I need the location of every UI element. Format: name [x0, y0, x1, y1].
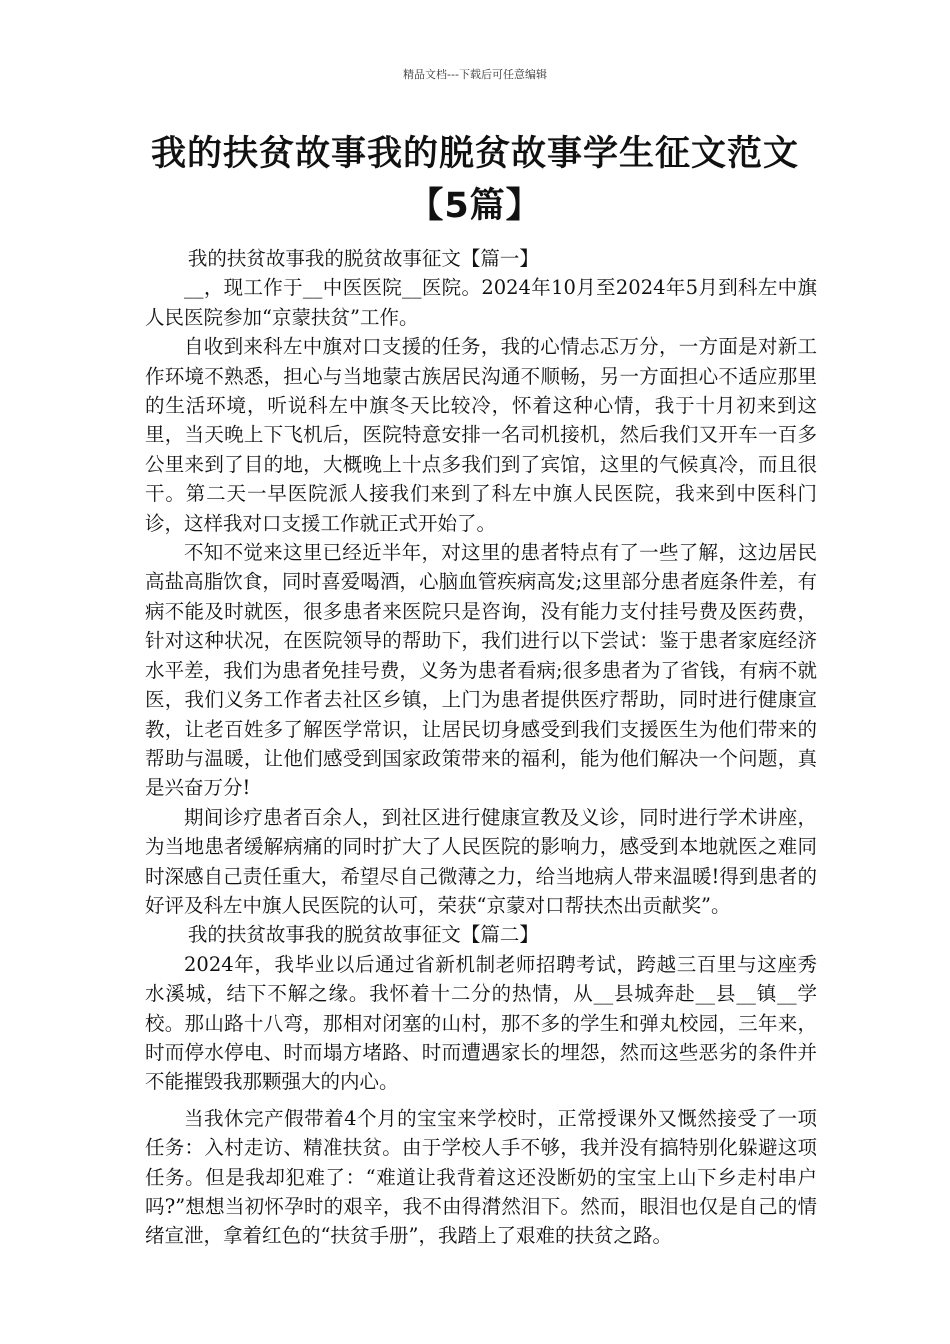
paragraph: __，现工作于__中医医院__医院。2024年10月至2024年5月到科左中旗人民医院参加“京蒙扶贫”工作。 [145, 276, 817, 329]
page-header: 精品文档---下载后可任意编辑 [403, 68, 547, 81]
document-body [145, 244, 817, 1251]
section-heading-2: 我的扶贫故事我的脱贫故事征文【篇二】 [187, 923, 539, 947]
paragraph: 期间诊疗患者百余人，到社区进行健康宣教及义诊，同时进行学术讲座，为当地患者缓解病痛的同时扩大了人民医院的影响力，感受到本地就医之难同时深感自己责任重大，希望尽自己微薄之力，给当地病人带来温暖!得到患者的好评及科左中旗人民医院的认可，荣获“京蒙对口帮扶杰出贡献奖”。 [145, 805, 817, 917]
document-title: 我的扶贫故事我的脱贫故事学生征文范文【5篇】 [150, 134, 799, 226]
paragraph: 自收到来科左中旗对口支援的任务，我的心情忐忑万分，一方面是对新工作环境不熟悉，担心与当地蒙古族居民沟通不顺畅，另一方面担心不适应那里的生活环境，听说科左中旗冬天比较冷，怀着这种心情，我于十月初来到这里，当天晚上下飞机后，医院特意安排一名司机接机，然后我们又开车一百多公里来到了目的地，大概晚上十点多我们到了宾馆，这里的气候真冷，而且很干。第二天一早医院派人接我们来到了科左中旗人民医院，我来到中医科门诊，这样我对口支援工作就正式开始了。 [145, 335, 817, 535]
section-heading-1: 我的扶贫故事我的脱贫故事征文【篇一】 [187, 247, 539, 270]
paragraph: 不知不觉来这里已经近半年，对这里的患者特点有了一些了解，这边居民高盐高脂饮食，同时喜爱喝酒，心脑血管疾病高发;这里部分患者庭条件差，有病不能及时就医，很多患者来医院只是咨询，没有能力支付挂号费及医药费，针对这种状况，在医院领导的帮助下，我们进行以下尝试：鉴于患者家庭经济水平差，我们为患者免挂号费，义务为患者看病;很多患者为了省钱，有病不就医，我们义务工作者去社区乡镇，上门为患者提供医疗帮助，同时进行健康宣教，让老百姓多了解医学常识，让居民切身感受到我们支援医生为他们带来的帮助与温暖，让他们感受到国家政策带来的福利，能为他们解决一个问题，真是兴奋万分! [145, 541, 817, 800]
paragraph: 2024年，我毕业以后通过省新机制老师招聘考试，跨越三百里与这座秀水溪城，结下不解之缘。我怀着十二分的热情，从__县城奔赴__县__镇__学校。那山路十八弯，那相对闭塞的山村，那不多的学生和弹丸校园，三年来，时而停水停电、时而塌方堵路、时而遭遇家长的埋怨，然而这些恶劣的条件并不能摧毁我那颗强大的内心。 [145, 952, 817, 1094]
paragraph: 当我休完产假带着4个月的宝宝来学校时，正常授课外又慨然接受了一项任务：入村走访、精准扶贫。由于学校人手不够，我并没有搞特别化躲避这项任务。但是我却犯难了：“难道让我背着这还没断奶的宝宝上山下乡走村串户吗?”想想当初怀孕时的艰辛，我不由得潸然泪下。然而，眼泪也仅是自己的情绪宣泄，拿着红色的“扶贫手册”，我踏上了艰难的扶贫之路。 [145, 1106, 817, 1248]
